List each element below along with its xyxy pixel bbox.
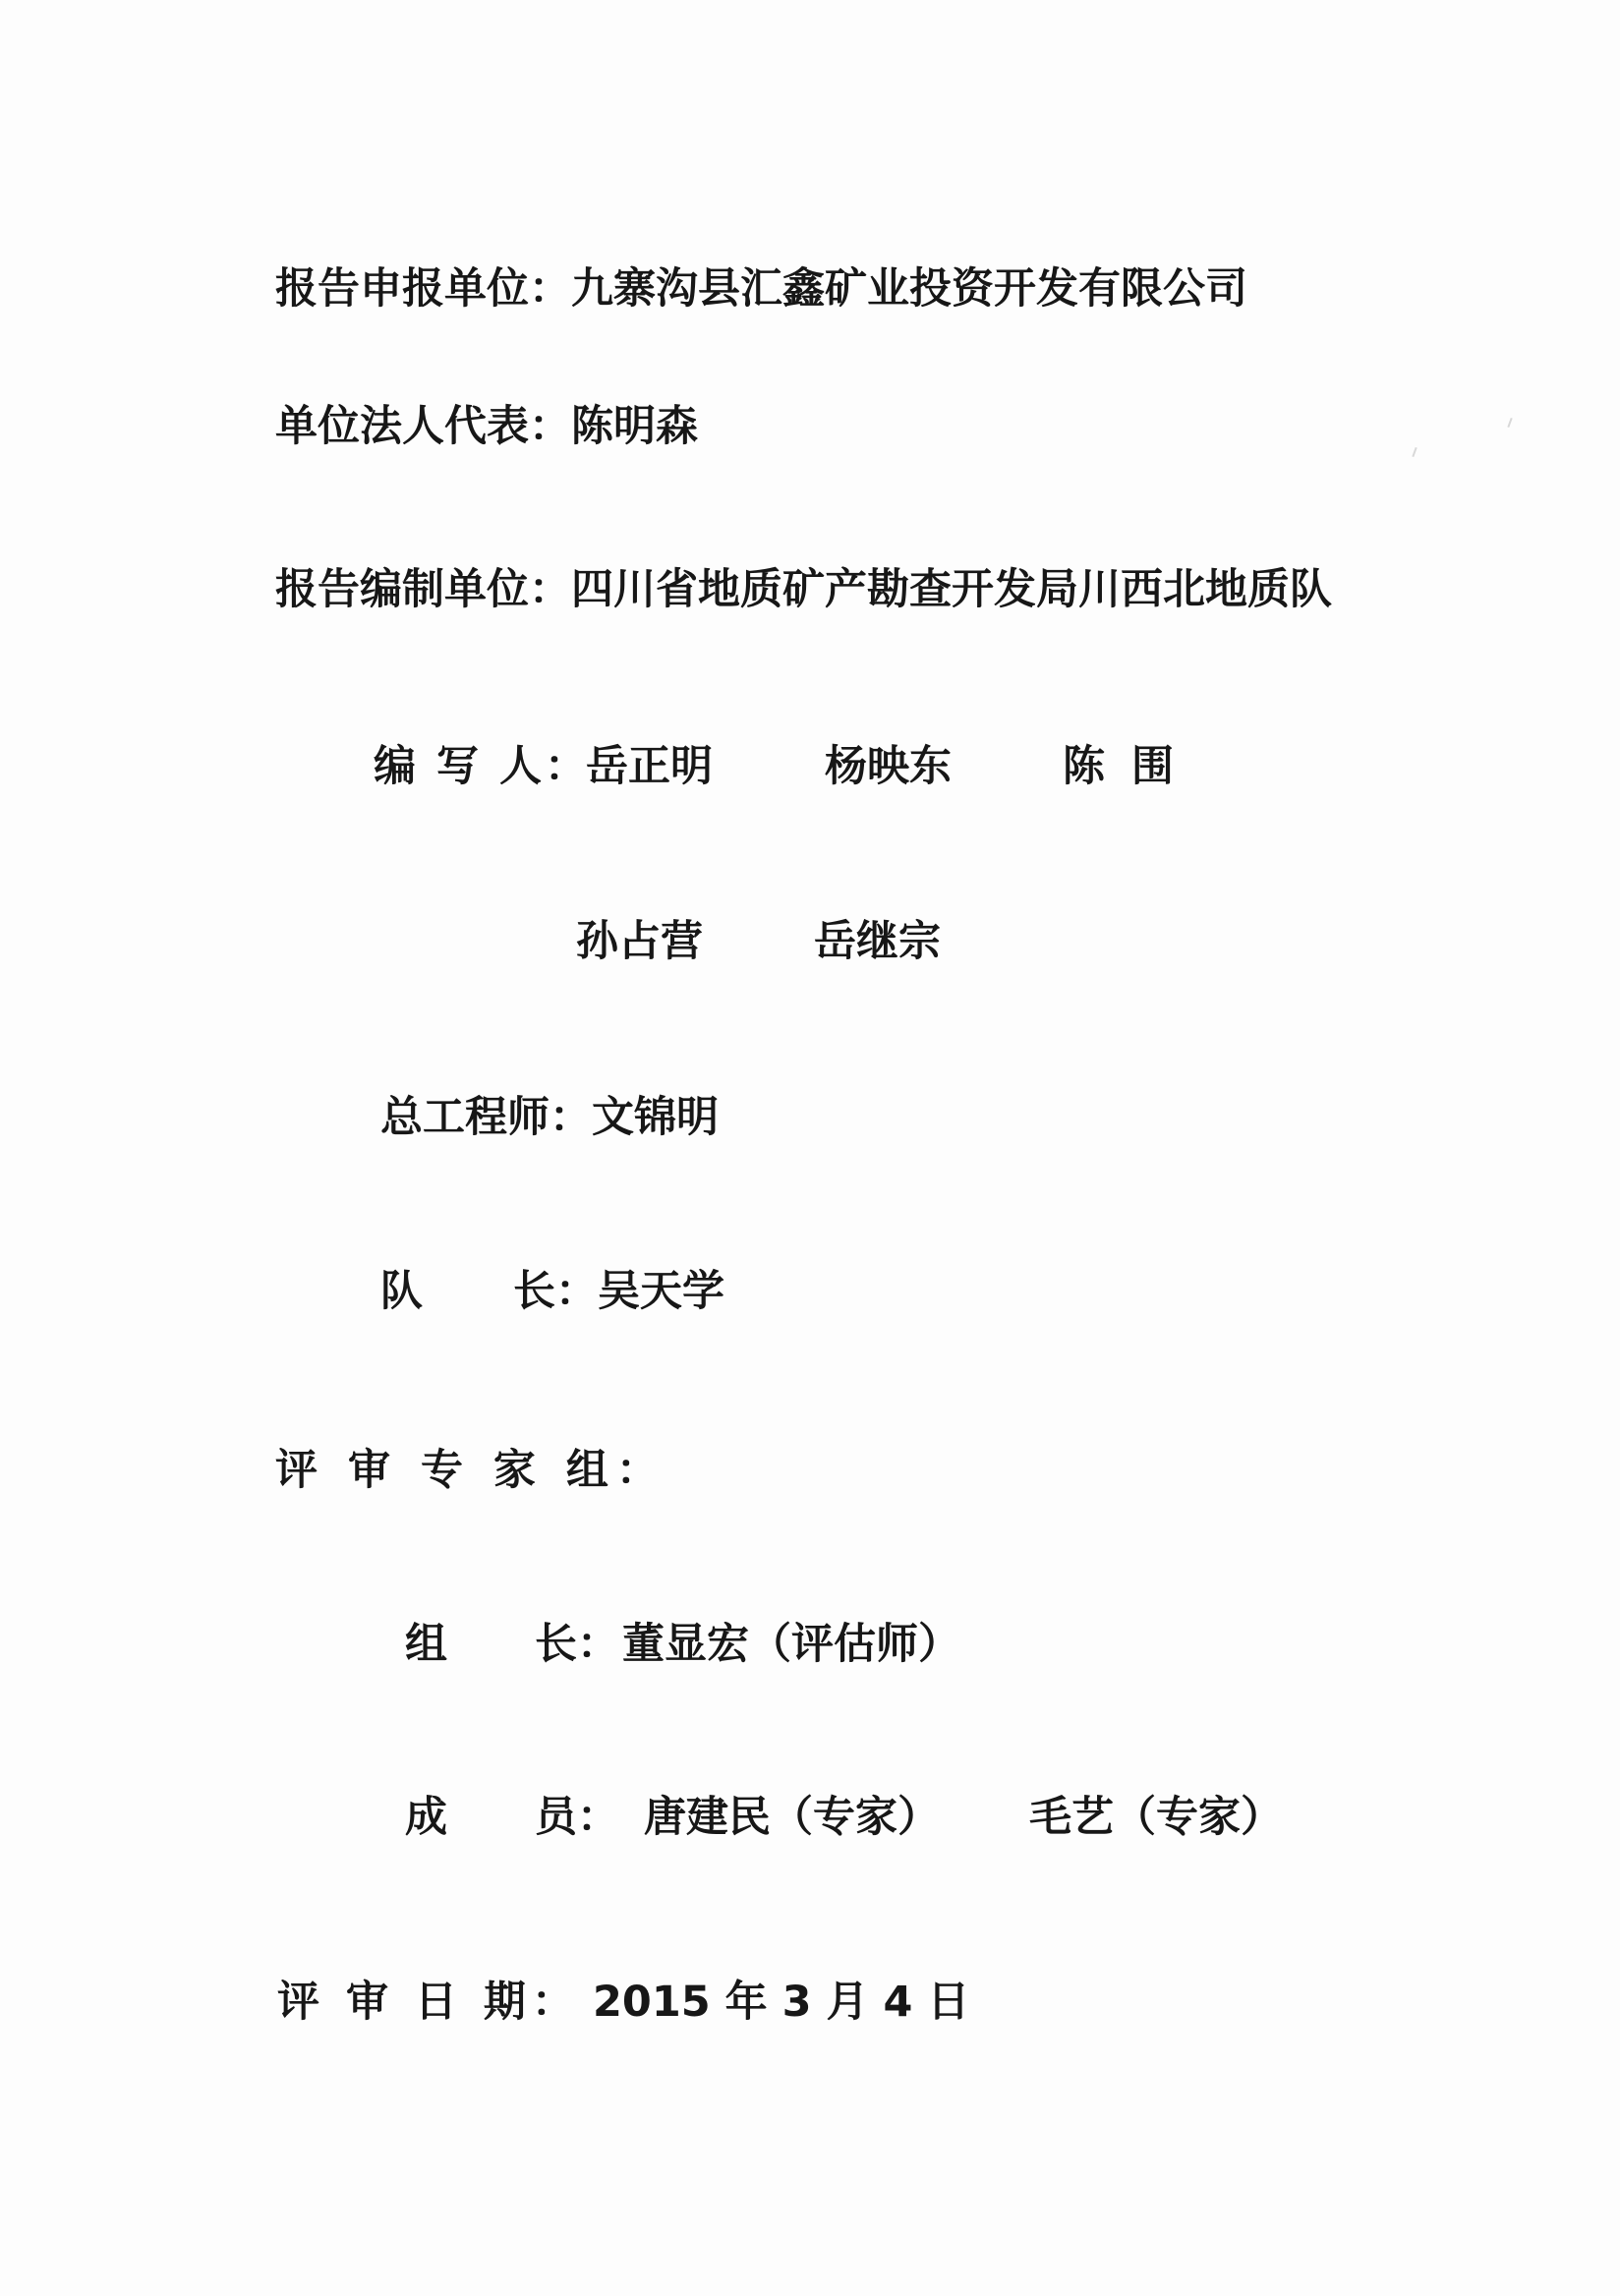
author-name: 杨映东 [825,742,952,791]
authors-label: 编 写 人： [374,742,590,791]
applicant-label: 报告申报单位： [275,264,571,314]
panel-leader-name: 董显宏（评估师） [622,1620,960,1669]
panel-members-label-first: 成 [405,1793,447,1842]
chief-engineer-label: 总工程师： [380,1093,592,1142]
applicant-line [275,264,1247,314]
scan-artifact [1507,418,1512,428]
panel-leader-label-second: 长： [535,1620,619,1669]
panel-members-label-second: 员： [535,1793,619,1842]
compiler-line [275,565,1332,614]
panel-leader-label-first: 组 [405,1620,447,1669]
panel-member-name: 唐建民（专家） [644,1793,940,1842]
review-panel-label: 评 审 专 家 组： [275,1446,666,1495]
applicant-value: 九寨沟县汇鑫矿业投资开发有限公司 [571,264,1247,314]
author-name: 孙占营 [576,917,703,966]
review-date-value: 2015 年 3 月 4 日 [593,1978,970,2027]
compiler-label: 报告编制单位： [275,565,571,614]
review-date-label: 评 审 日 期： [277,1978,580,2027]
team-leader-label-first: 队 [380,1267,423,1316]
scan-artifact [1412,447,1417,457]
legal-rep-line [275,402,698,451]
author-name: 岳正明 [586,742,713,791]
author-name: 陈 围 [1063,742,1180,791]
chief-engineer-line [380,1093,719,1142]
legal-rep-label: 单位法人代表： [275,402,571,451]
chief-engineer-name: 文锦明 [592,1093,719,1142]
panel-member-name: 毛艺（专家） [1029,1793,1283,1842]
compiler-value: 四川省地质矿产勘查开发局川西北地质队 [571,565,1332,614]
team-leader-name: 吴天学 [598,1267,724,1316]
team-leader-label-second: 长： [513,1267,598,1316]
legal-rep-value: 陈明森 [571,402,698,451]
author-name: 岳继宗 [814,917,941,966]
